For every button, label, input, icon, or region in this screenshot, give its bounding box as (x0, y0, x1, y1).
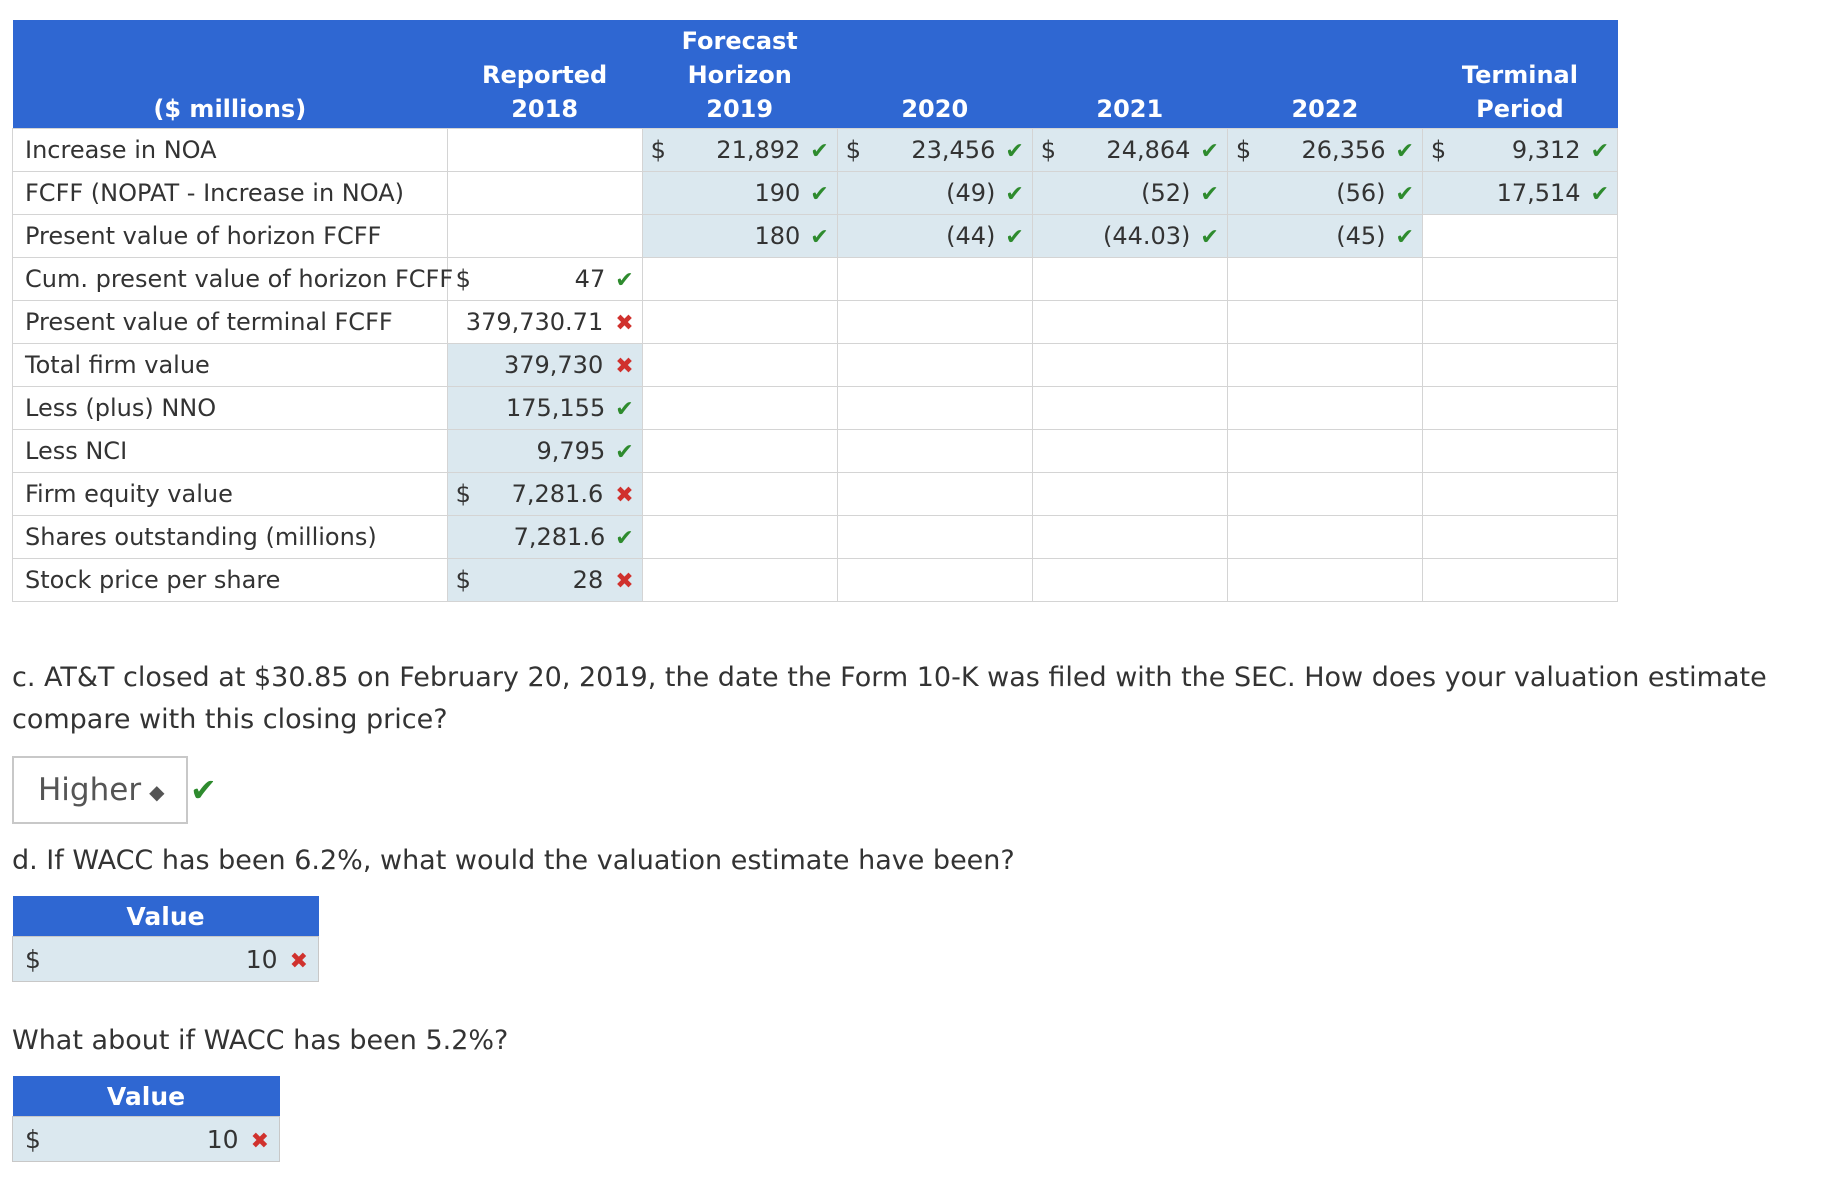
empty-cell (1227, 473, 1422, 516)
header-2021: 2021 (1032, 20, 1227, 129)
input-cell-2018[interactable]: 175,155 ✔ (447, 387, 642, 430)
empty-cell (837, 258, 1032, 301)
input-cell-terminal[interactable]: 17,514 ✔ (1422, 172, 1617, 215)
check-icon: ✔ (1395, 225, 1414, 250)
value-input-d[interactable]: $ 10 ✖ (13, 937, 319, 982)
table-row-pv-fcff (13, 215, 1618, 258)
empty-cell (447, 172, 642, 215)
check-icon: ✔ (615, 397, 634, 422)
check-icon: ✔ (1395, 182, 1414, 207)
empty-cell (1227, 258, 1422, 301)
table-row-total-firm (13, 344, 1618, 387)
empty-cell (642, 430, 837, 473)
input-cell-2018[interactable]: 379,730.71 ✖ (447, 301, 642, 344)
check-icon: ✔ (810, 139, 829, 164)
table-row-nno (13, 387, 1618, 430)
empty-cell (1422, 430, 1617, 473)
table-row-equity (13, 473, 1618, 516)
empty-cell (1227, 301, 1422, 344)
empty-cell (1032, 258, 1227, 301)
table-row-pv-terminal (13, 301, 1618, 344)
empty-cell (1032, 430, 1227, 473)
check-icon: ✔ (1590, 182, 1609, 207)
table-row-nci (13, 430, 1618, 473)
header-label-col: ($ millions) (13, 20, 448, 129)
check-icon: ✔ (1590, 139, 1609, 164)
check-icon: ✔ (810, 182, 829, 207)
value-table-e (12, 1076, 280, 1162)
header-row (13, 20, 1618, 129)
row-label: Less (plus) NNO (13, 387, 448, 430)
table-row-increase-noa (13, 129, 1618, 172)
empty-cell (1032, 387, 1227, 430)
input-cell-2019[interactable]: $ 21,892 ✔ (642, 129, 837, 172)
question-c-text: c. AT&T closed at $30.85 on February 20, 2019, the date the Form 10-K was filed with the SEC. How does your valuation estimate compare with this closing price? (12, 662, 1767, 735)
empty-cell (642, 258, 837, 301)
table-row-cum-pv (13, 258, 1618, 301)
x-icon: ✖ (615, 569, 634, 594)
value-header: Value (13, 896, 319, 937)
dollar-sign: $ (1040, 136, 1057, 164)
empty-cell (447, 215, 642, 258)
input-cell-terminal[interactable]: $ 9,312 ✔ (1422, 129, 1617, 172)
row-label: FCFF (NOPAT - Increase in NOA) (13, 172, 448, 215)
empty-cell (837, 473, 1032, 516)
check-icon: ✔ (1005, 182, 1024, 207)
input-cell-2022[interactable]: (56) ✔ (1227, 172, 1422, 215)
updown-arrows-icon: ◆ (149, 779, 165, 804)
check-icon: ✔ (810, 225, 829, 250)
input-cell-2020[interactable]: $ 23,456 ✔ (837, 129, 1032, 172)
check-icon: ✔ (1395, 139, 1414, 164)
check-icon: ✔ (1200, 139, 1219, 164)
check-icon: ✔ (1005, 225, 1024, 250)
empty-cell (642, 344, 837, 387)
dollar-sign: $ (455, 265, 471, 293)
dollar-sign: $ (1235, 136, 1252, 164)
comparison-select[interactable] (12, 756, 188, 824)
row-label: Total firm value (13, 344, 448, 387)
empty-cell (642, 559, 837, 602)
empty-cell (642, 473, 837, 516)
empty-cell (1032, 301, 1227, 344)
x-icon: ✖ (615, 311, 634, 336)
check-icon: ✔ (1200, 225, 1219, 250)
empty-cell (837, 387, 1032, 430)
dollar-sign: $ (455, 480, 471, 508)
table-row-fcff (13, 172, 1618, 215)
empty-cell (642, 516, 837, 559)
dollar-sign: $ (25, 944, 41, 974)
row-label: Stock price per share (13, 559, 448, 602)
value-header: Value (13, 1076, 280, 1117)
row-label: Less NCI (13, 430, 448, 473)
empty-cell (1227, 516, 1422, 559)
empty-cell (1422, 258, 1617, 301)
input-cell-2018[interactable]: 7,281.6 ✔ (447, 516, 642, 559)
input-cell-2022[interactable]: (45) ✔ (1227, 215, 1422, 258)
select-value: Higher (38, 772, 142, 808)
empty-cell (1227, 559, 1422, 602)
row-label: Increase in NOA (13, 129, 448, 172)
check-icon: ✔ (190, 771, 217, 809)
empty-cell (1422, 473, 1617, 516)
question-e-text: What about if WACC has been 5.2%? (12, 1025, 509, 1056)
x-icon: ✖ (250, 1128, 269, 1154)
empty-cell (1032, 559, 1227, 602)
header-2020: 2020 (837, 20, 1032, 129)
header-reported: Reported 2018 (447, 20, 642, 129)
input-cell-2021[interactable]: (52) ✔ (1032, 172, 1227, 215)
empty-cell (837, 559, 1032, 602)
input-cell-2018[interactable]: $ 47 ✔ (447, 258, 642, 301)
header-terminal: Terminal Period (1422, 20, 1617, 129)
empty-cell (642, 301, 837, 344)
empty-cell (642, 387, 837, 430)
table-row-shares (13, 516, 1618, 559)
row-label: Firm equity value (13, 473, 448, 516)
empty-cell (1032, 516, 1227, 559)
empty-cell (1227, 387, 1422, 430)
table-row-price (13, 559, 1618, 602)
input-cell-2018[interactable]: $ 28 ✖ (447, 559, 642, 602)
dollar-sign: $ (25, 1124, 41, 1154)
header-2022: 2022 (1227, 20, 1422, 129)
value-input-e[interactable]: $ 10 ✖ (13, 1117, 280, 1162)
input-cell-2019[interactable]: 180 ✔ (642, 215, 837, 258)
input-cell-2020[interactable]: (44) ✔ (837, 215, 1032, 258)
input-cell-2019[interactable]: 190 ✔ (642, 172, 837, 215)
empty-cell (447, 129, 642, 172)
input-cell-2018[interactable]: 9,795 ✔ (447, 430, 642, 473)
input-cell-2018[interactable]: $ 7,281.6 ✖ (447, 473, 642, 516)
question-d-text: d. If WACC has been 6.2%, what would the valuation estimate have been? (12, 845, 1015, 876)
input-cell-2020[interactable]: (49) ✔ (837, 172, 1032, 215)
dollar-sign: $ (1430, 136, 1447, 164)
empty-cell (837, 516, 1032, 559)
check-icon: ✔ (1200, 182, 1219, 207)
empty-cell (1227, 344, 1422, 387)
x-icon: ✖ (615, 483, 634, 508)
check-icon: ✔ (615, 526, 634, 551)
input-cell-2021[interactable]: $ 24,864 ✔ (1032, 129, 1227, 172)
empty-cell (837, 301, 1032, 344)
check-icon: ✔ (615, 268, 634, 293)
empty-cell (837, 430, 1032, 473)
empty-cell (837, 344, 1032, 387)
empty-cell (1422, 516, 1617, 559)
empty-cell (1032, 344, 1227, 387)
dollar-sign: $ (845, 136, 861, 164)
empty-cell (1422, 301, 1617, 344)
empty-cell (1422, 344, 1617, 387)
dollar-sign: $ (455, 566, 471, 594)
header-2019: Forecast Horizon 2019 (642, 20, 837, 129)
value-table-d (12, 896, 319, 982)
x-icon: ✖ (289, 948, 308, 974)
input-cell-2018[interactable]: 379,730 ✖ (447, 344, 642, 387)
row-label: Shares outstanding (millions) (13, 516, 448, 559)
empty-cell (1227, 430, 1422, 473)
row-label: Present value of horizon FCFF (13, 215, 448, 258)
x-icon: ✖ (615, 354, 634, 379)
input-cell-2022[interactable]: $ 26,356 ✔ (1227, 129, 1422, 172)
check-icon: ✔ (615, 440, 634, 465)
empty-cell (1422, 215, 1617, 258)
empty-cell (1032, 473, 1227, 516)
valuation-table (12, 20, 1618, 602)
dollar-sign: $ (650, 136, 666, 164)
empty-cell (1422, 387, 1617, 430)
empty-cell (1422, 559, 1617, 602)
check-icon: ✔ (1005, 139, 1024, 164)
row-label: Cum. present value of horizon FCFF (13, 258, 448, 301)
input-cell-2021[interactable]: (44.03) ✔ (1032, 215, 1227, 258)
row-label: Present value of terminal FCFF (13, 301, 448, 344)
